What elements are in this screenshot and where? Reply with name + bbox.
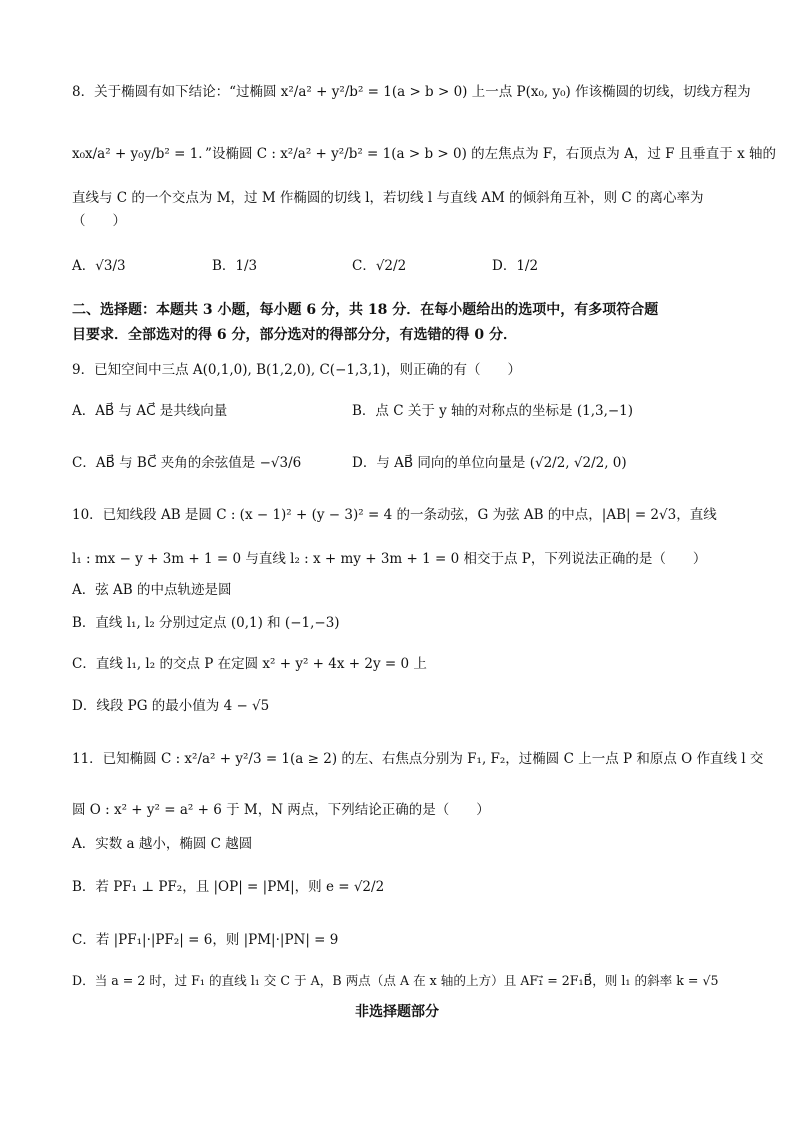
section2-heading-line2: 目要求．全部选对的得 6 分，部分选对的得部分分，有选错的得 0 分． bbox=[72, 327, 517, 343]
q8-line2: x₀x/a² + y₀y/b² = 1．”设椭圆 C : x²/a² + y²/b² = 1(a > b > 0) 的左焦点为 F，右顶点为 A，过 F 且垂直于 x 轴的 bbox=[72, 146, 776, 162]
q9-option-c: C．AB⃗ 与 BC⃗ 夹角的余弦值是 −√3/6 bbox=[72, 455, 302, 471]
q11-line2: 圆 O : x² + y² = a² + 6 于 M，N 两点，下列结论正确的是（ ） bbox=[72, 802, 490, 818]
q9-option-d: D．与 AB⃗ 同向的单位向量是 (√2/2, √2/2, 0) bbox=[352, 455, 627, 471]
q10-line1: 10．已知线段 AB 是圆 C : (x − 1)² + (y − 3)² = 4 的一条动弦，G 为弦 AB 的中点，|AB| = 2√3，直线 bbox=[72, 507, 717, 523]
q8-option-d: D．1/2 bbox=[492, 258, 539, 274]
non-choice-section-heading: 非选择题部分 bbox=[355, 1004, 439, 1020]
q11-option-a: A．实数 a 越小，椭圆 C 越圆 bbox=[72, 836, 253, 852]
q8-line3: 直线与 C 的一个交点为 M，过 M 作椭圆的切线 l，若切线 l 与直线 AM 的倾斜角互补，则 C 的离心率为 bbox=[72, 190, 704, 206]
q10-line2: l₁ : mx − y + 3m + 1 = 0 与直线 l₂ : x + my + 3m + 1 = 0 相交于点 P，下列说法正确的是（ ） bbox=[72, 551, 707, 567]
q9-option-a: A．AB⃗ 与 AC⃗ 是共线向量 bbox=[72, 403, 228, 419]
q11-option-c: C．若 |PF₁|·|PF₂| = 6，则 |PM|·|PN| = 9 bbox=[72, 932, 339, 948]
section2-heading-line1: 二、选择题：本题共 3 小题，每小题 6 分，共 18 分．在每小题给出的选项中，有多项符合题 bbox=[72, 302, 659, 318]
q10-option-c: C．直线 l₁, l₂ 的交点 P 在定圆 x² + y² + 4x + 2y = 0 上 bbox=[72, 656, 427, 672]
q8-line4: （ ） bbox=[72, 213, 126, 229]
q10-option-d: D．线段 PG 的最小值为 4 − √5 bbox=[72, 698, 270, 714]
q10-option-a: A．弦 AB 的中点轨迹是圆 bbox=[72, 582, 232, 598]
q10-option-b: B．直线 l₁, l₂ 分别过定点 (0,1) 和 (−1,−3) bbox=[72, 615, 340, 631]
q11-line1: 11．已知椭圆 C : x²/a² + y²/3 = 1(a ≥ 2) 的左、右焦点分别为 F₁, F₂，过椭圆 C 上一点 P 和原点 O 作直线 l 交 bbox=[72, 751, 764, 767]
q8-line1: 8．关于椭圆有如下结论：“过椭圆 x²/a² + y²/b² = 1(a > b > 0) 上一点 P(x₀, y₀) 作该椭圆的切线，切线方程为 bbox=[72, 84, 751, 100]
q11-option-b: B．若 PF₁ ⊥ PF₂，且 |OP| = |PM|，则 e = √2/2 bbox=[72, 879, 385, 895]
q8-option-c: C．√2/2 bbox=[352, 258, 407, 274]
q9-stem: 9．已知空间中三点 A(0,1,0), B(1,2,0), C(−1,3,1)，则正确的有（ ） bbox=[72, 362, 522, 378]
q11-option-d: D．当 a = 2 时，过 F₁ 的直线 l₁ 交 C 于 A，B 两点（点 A 在 x 轴的上方）且 AF₁⃗ = 2F₁B⃗，则 l₁ 的斜率 k = √5 bbox=[72, 973, 719, 988]
q9-option-b: B．点 C 关于 y 轴的对称点的坐标是 (1,3,−1) bbox=[352, 403, 634, 419]
q8-option-a: A．√3/3 bbox=[72, 258, 126, 274]
q8-option-b: B．1/3 bbox=[212, 258, 258, 274]
